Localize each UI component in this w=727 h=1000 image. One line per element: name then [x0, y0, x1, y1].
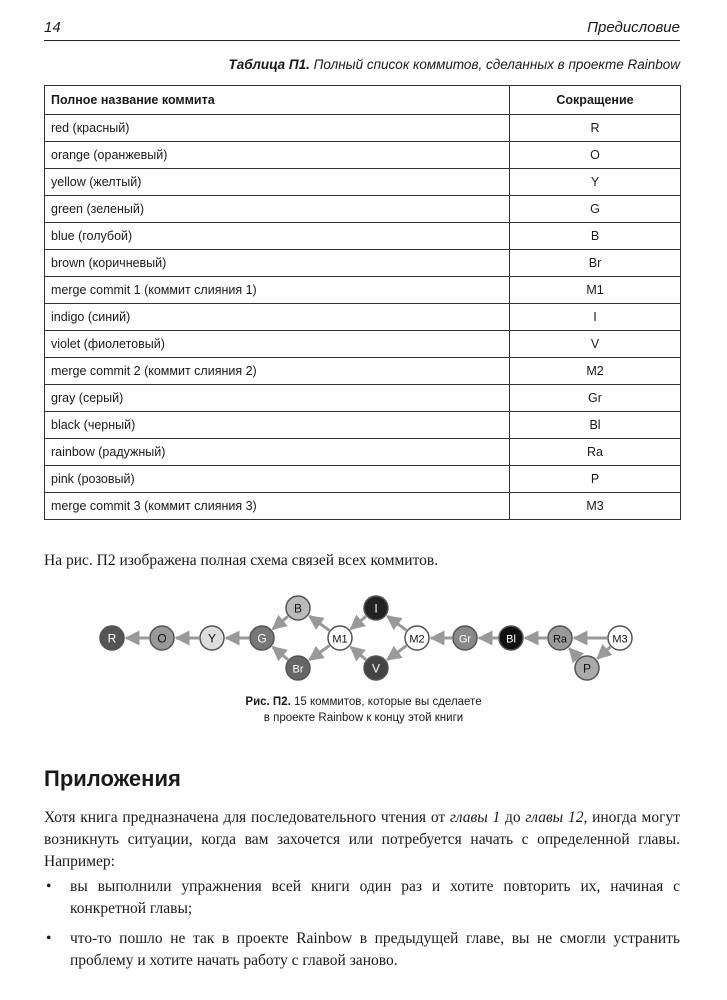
bullet-item: [44, 876, 680, 920]
commit-full-name-cell: rainbow (радужный): [45, 439, 510, 466]
table-caption-label: Таблица П1.: [228, 57, 310, 72]
commit-full-name-cell: green (зеленый): [45, 196, 510, 223]
table-caption-text: Полный список коммитов, сделанных в проекте Rainbow: [309, 57, 680, 72]
table-row: [45, 412, 681, 439]
commit-node-label: Bl: [506, 633, 516, 646]
commit-abbreviation-cell: Y: [510, 169, 681, 196]
commit-full-name-cell: brown (коричневый): [45, 250, 510, 277]
commit-node-label: R: [107, 631, 117, 646]
commit-node-label: I: [374, 601, 378, 616]
commit-full-name-cell: pink (розовый): [45, 466, 510, 493]
commit-full-name-cell: merge commit 1 (коммит слияния 1): [45, 277, 510, 304]
commit-node-r: [100, 626, 124, 650]
commit-abbreviation-cell: I: [510, 304, 681, 331]
commit-node-m2: [405, 626, 429, 650]
commit-full-name-cell: blue (голубой): [45, 223, 510, 250]
commit-full-name-cell: merge commit 3 (коммит слияния 3): [45, 493, 510, 520]
commit-node-label: O: [157, 631, 167, 646]
commit-node-bl: [499, 626, 523, 650]
page-number: 14: [44, 19, 61, 36]
table-header-row: [45, 86, 681, 115]
commit-node-label: Br: [292, 663, 304, 676]
commit-full-name-cell: merge commit 2 (коммит слияния 2): [45, 358, 510, 385]
edge-Br-to-G: [273, 647, 288, 660]
edge-I-to-M1: [351, 616, 366, 629]
table-row: [45, 493, 681, 520]
commit-abbreviation-cell: Gr: [510, 385, 681, 412]
chapter-reference: главы 1: [449, 809, 501, 826]
edge-B-to-G: [273, 616, 288, 629]
table-row: [45, 277, 681, 304]
commit-abbreviation-cell: B: [510, 223, 681, 250]
commit-abbreviation-cell: Br: [510, 250, 681, 277]
commit-full-name-cell: indigo (синий): [45, 304, 510, 331]
table-row: [45, 358, 681, 385]
commit-node-label: P: [582, 661, 592, 676]
intro-sentence: На рис. П2 изображена полная схема связей всех коммитов.: [44, 552, 439, 569]
commit-abbreviation-cell: V: [510, 331, 681, 358]
commit-node-m1: [328, 626, 352, 650]
commit-node-i: [364, 596, 388, 620]
table-row: [45, 169, 681, 196]
commit-graph-diagram: [90, 592, 640, 684]
table-row: [45, 385, 681, 412]
commit-full-name-cell: violet (фиолетовый): [45, 331, 510, 358]
table-row: [45, 196, 681, 223]
figure-caption-line-1: [0, 694, 727, 710]
commit-node-label: M3: [612, 633, 628, 646]
column-header-full-name: Полное название коммита: [45, 86, 510, 115]
table-caption: [229, 57, 680, 72]
table-row: [45, 223, 681, 250]
bullet-marker: •: [46, 930, 52, 947]
commit-full-name-cell: yellow (желтый): [45, 169, 510, 196]
figure-caption-text-1: 15 коммитов, которые вы сделаете: [290, 696, 482, 708]
commit-full-name-cell: orange (оранжевый): [45, 142, 510, 169]
figure-caption: [0, 694, 727, 726]
commit-node-label: Ra: [552, 633, 568, 646]
commit-node-y: [200, 626, 224, 650]
edge-M2-to-I: [387, 616, 406, 630]
bullet-marker: •: [46, 878, 52, 895]
commit-node-label: V: [371, 661, 381, 676]
commit-abbreviation-cell: M3: [510, 493, 681, 520]
running-title: Предисловие: [587, 19, 680, 36]
table-body: [45, 115, 681, 520]
table-row: [45, 466, 681, 493]
commit-node-label: B: [293, 601, 303, 616]
commit-node-br: [286, 656, 310, 680]
commit-abbreviation-cell: Ra: [510, 439, 681, 466]
section-paragraph: Хотя книга предназначена для последовательного чтения от главы 1 до главы 12, иногда могут возникнуть ситуации, когда вам захочется или потребуется начать с определенной главы. Например:: [44, 809, 680, 870]
commit-full-name-cell: red (красный): [45, 115, 510, 142]
commit-node-label: Gr: [458, 633, 472, 646]
table-row: [45, 439, 681, 466]
section-heading: Приложения: [44, 766, 181, 791]
commit-node-p: [575, 656, 599, 680]
edge-M3-to-P: [597, 647, 610, 659]
edge-M2-to-V: [387, 646, 406, 660]
table-row: [45, 115, 681, 142]
commit-abbreviation-cell: R: [510, 115, 681, 142]
commit-node-v: [364, 656, 388, 680]
edge-V-to-M1: [351, 647, 366, 660]
commit-node-m3: [608, 626, 632, 650]
commit-node-label: G: [257, 631, 267, 646]
commits-table: [44, 85, 681, 520]
running-header: [44, 18, 680, 41]
bullet-item: [44, 928, 680, 972]
edge-P-to-Ra: [569, 648, 578, 658]
table-row: [45, 304, 681, 331]
commit-node-b: [286, 596, 310, 620]
figure-caption-label: Рис. П2.: [245, 696, 291, 708]
commit-abbreviation-cell: P: [510, 466, 681, 493]
commit-node-g: [250, 626, 274, 650]
commit-node-ra: [548, 626, 572, 650]
edge-M1-to-Br: [309, 646, 329, 660]
commit-node-label: M2: [409, 633, 425, 646]
commit-node-label: Y: [207, 631, 217, 646]
commit-abbreviation-cell: Bl: [510, 412, 681, 439]
table-row: [45, 250, 681, 277]
table-row: [45, 142, 681, 169]
commit-full-name-cell: gray (серый): [45, 385, 510, 412]
bullet-list: [44, 876, 680, 980]
chapter-reference: главы 12: [525, 809, 584, 826]
commit-abbreviation-cell: G: [510, 196, 681, 223]
commit-abbreviation-cell: O: [510, 142, 681, 169]
commit-node-gr: [453, 626, 477, 650]
bullet-text: вы выполнили упражнения всей книги один раз и хотите повторить их, начиная с конкретной главы;: [70, 878, 680, 917]
commit-node-label: M1: [332, 633, 348, 646]
figure-caption-line-2: в проекте Rainbow к концу этой книги: [263, 712, 464, 724]
table-row: [45, 331, 681, 358]
edge-M1-to-B: [309, 616, 329, 630]
commit-abbreviation-cell: M2: [510, 358, 681, 385]
commit-node-o: [150, 626, 174, 650]
commit-full-name-cell: black (черный): [45, 412, 510, 439]
column-header-abbreviation: Сокращение: [510, 86, 681, 115]
commit-abbreviation-cell: M1: [510, 277, 681, 304]
bullet-text: что-то пошло не так в проекте Rainbow в предыдущей главе, вы не смогли устранить проблему и хотите начать работу с главой заново.: [70, 930, 680, 969]
